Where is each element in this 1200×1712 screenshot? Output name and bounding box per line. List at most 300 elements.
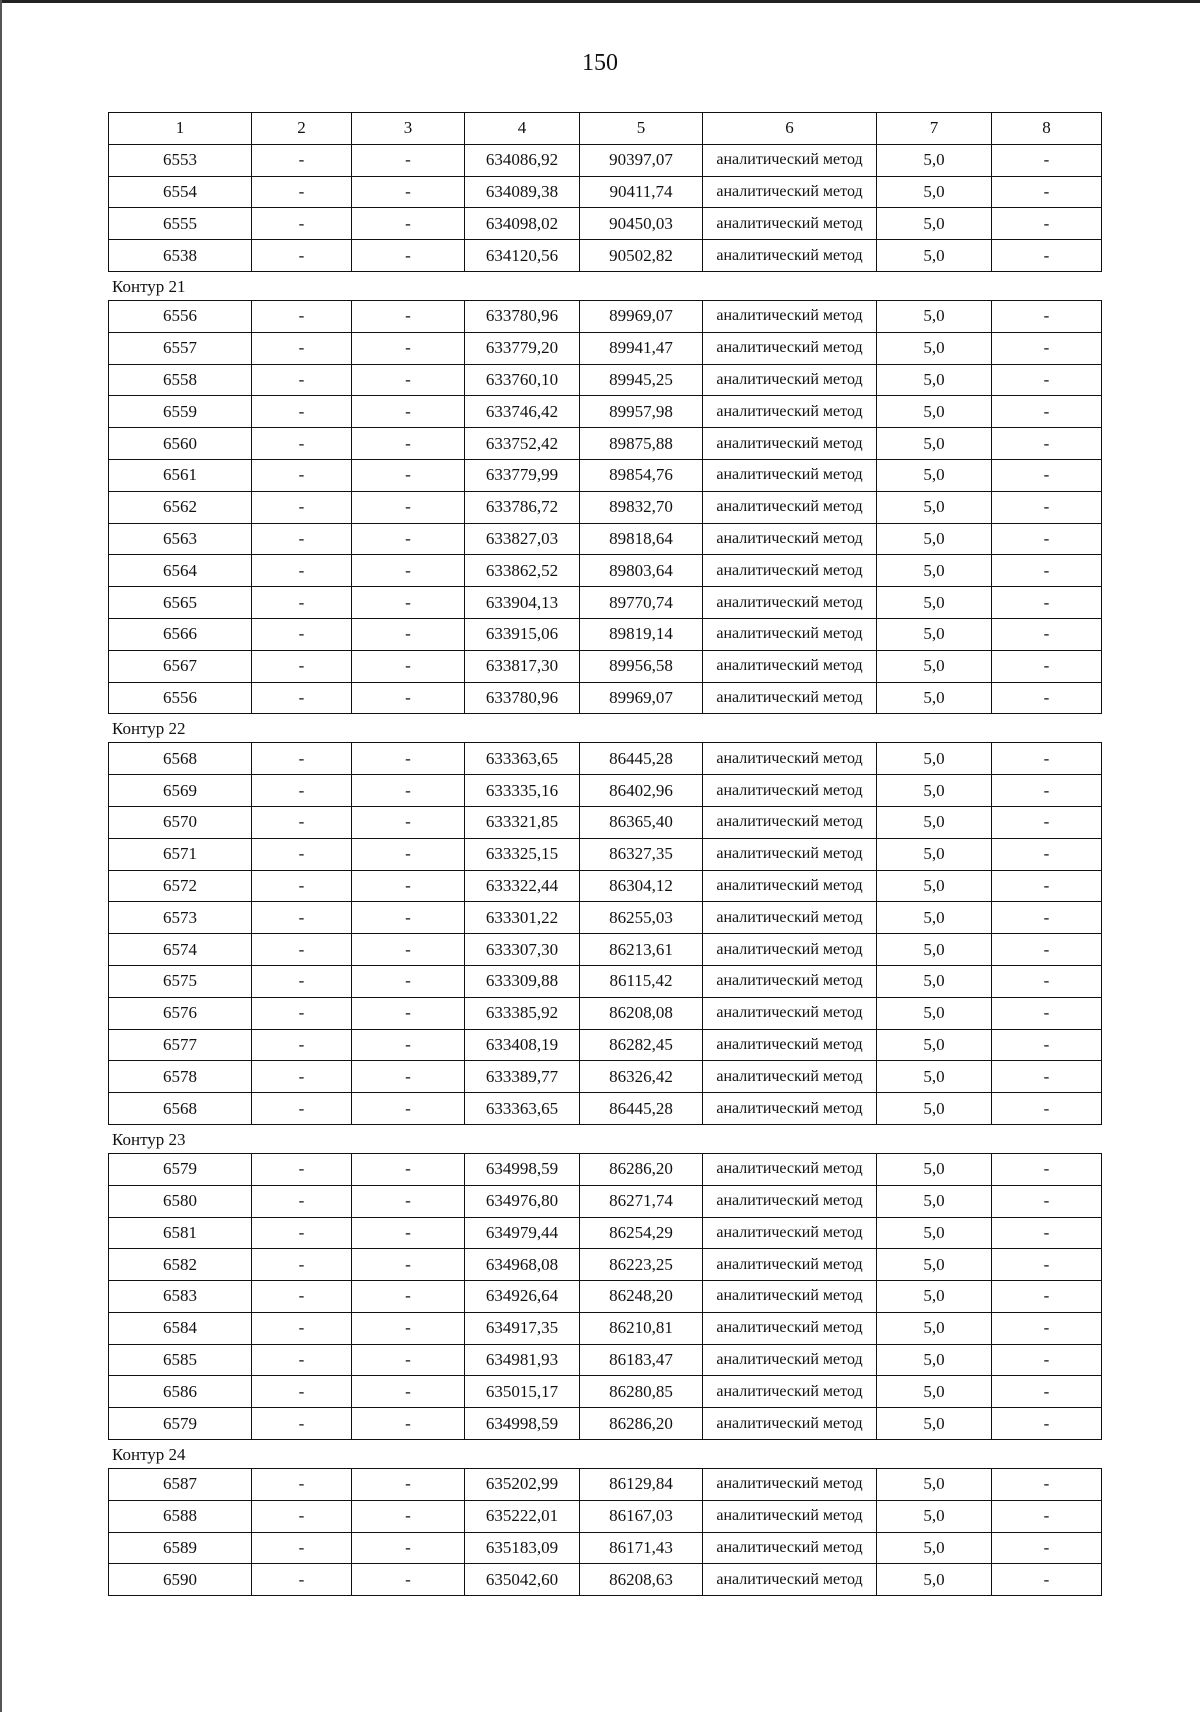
x-coordinate-cell: 633779,20: [465, 332, 580, 364]
accuracy-cell: 5,0: [877, 240, 992, 272]
point-number-cell: 6561: [109, 459, 252, 491]
table-row: [109, 491, 1102, 523]
coordinates-table: [108, 742, 1102, 1125]
col3-cell: -: [352, 459, 465, 491]
x-coordinate-cell: 633363,65: [465, 743, 580, 775]
col2-cell: -: [252, 364, 352, 396]
x-coordinate-cell: 634976,80: [465, 1185, 580, 1217]
method-cell: аналитический метод: [703, 965, 877, 997]
col8-cell: -: [992, 997, 1102, 1029]
point-number-cell: 6573: [109, 902, 252, 934]
accuracy-cell: 5,0: [877, 682, 992, 714]
col8-cell: -: [992, 555, 1102, 587]
table-row: [109, 364, 1102, 396]
col8-cell: -: [992, 1408, 1102, 1440]
table-row: [109, 144, 1102, 176]
col8-cell: -: [992, 1532, 1102, 1564]
col8-cell: -: [992, 300, 1102, 332]
method-cell: аналитический метод: [703, 682, 877, 714]
x-coordinate-cell: 633322,44: [465, 870, 580, 902]
point-number-cell: 6556: [109, 682, 252, 714]
y-coordinate-cell: 90502,82: [580, 240, 703, 272]
accuracy-cell: 5,0: [877, 1564, 992, 1596]
col2-cell: -: [252, 523, 352, 555]
col2-cell: -: [252, 1344, 352, 1376]
point-number-cell: 6584: [109, 1312, 252, 1344]
col2-cell: -: [252, 428, 352, 460]
col8-cell: -: [992, 523, 1102, 555]
coordinates-table: [108, 300, 1102, 714]
col8-cell: -: [992, 902, 1102, 934]
accuracy-cell: 5,0: [877, 743, 992, 775]
method-cell: аналитический метод: [703, 523, 877, 555]
table-row: [109, 1408, 1102, 1440]
table-row: [109, 1469, 1102, 1501]
col3-cell: -: [352, 1029, 465, 1061]
col3-cell: -: [352, 1564, 465, 1596]
table-row: [109, 838, 1102, 870]
y-coordinate-cell: 89770,74: [580, 587, 703, 619]
col3-cell: -: [352, 997, 465, 1029]
col2-cell: -: [252, 806, 352, 838]
accuracy-cell: 5,0: [877, 1469, 992, 1501]
col3-cell: -: [352, 618, 465, 650]
point-number-cell: 6568: [109, 743, 252, 775]
point-number-cell: 6556: [109, 300, 252, 332]
col2-cell: -: [252, 902, 352, 934]
table-row: [109, 934, 1102, 966]
point-number-cell: 6569: [109, 775, 252, 807]
col2-cell: -: [252, 1249, 352, 1281]
point-number-cell: 6579: [109, 1408, 252, 1440]
table-row: [109, 1344, 1102, 1376]
method-cell: аналитический метод: [703, 743, 877, 775]
method-cell: аналитический метод: [703, 1469, 877, 1501]
accuracy-cell: 5,0: [877, 650, 992, 682]
method-cell: аналитический метод: [703, 459, 877, 491]
col3-cell: -: [352, 523, 465, 555]
table-row: [109, 1217, 1102, 1249]
method-cell: аналитический метод: [703, 300, 877, 332]
accuracy-cell: 5,0: [877, 1153, 992, 1185]
y-coordinate-cell: 86286,20: [580, 1153, 703, 1185]
page-number: 150: [582, 50, 618, 76]
col2-cell: -: [252, 1408, 352, 1440]
contour-label: Контур 23: [112, 1129, 186, 1149]
accuracy-cell: 5,0: [877, 1249, 992, 1281]
point-number-cell: 6555: [109, 208, 252, 240]
point-number-cell: 6574: [109, 934, 252, 966]
y-coordinate-cell: 86402,96: [580, 775, 703, 807]
method-cell: аналитический метод: [703, 1061, 877, 1093]
accuracy-cell: 5,0: [877, 332, 992, 364]
method-cell: аналитический метод: [703, 1344, 877, 1376]
col3-cell: -: [352, 650, 465, 682]
accuracy-cell: 5,0: [877, 1281, 992, 1313]
col3-cell: -: [352, 965, 465, 997]
x-coordinate-cell: 633746,42: [465, 396, 580, 428]
col3-cell: -: [352, 1469, 465, 1501]
col8-cell: -: [992, 1185, 1102, 1217]
accuracy-cell: 5,0: [877, 144, 992, 176]
col3-cell: -: [352, 240, 465, 272]
col3-cell: -: [352, 1249, 465, 1281]
accuracy-cell: 5,0: [877, 775, 992, 807]
col8-cell: -: [992, 618, 1102, 650]
table-row: [109, 902, 1102, 934]
point-number-cell: 6580: [109, 1185, 252, 1217]
col2-cell: -: [252, 1469, 352, 1501]
table-row: [109, 618, 1102, 650]
col8-cell: -: [992, 1500, 1102, 1532]
col8-cell: -: [992, 838, 1102, 870]
y-coordinate-cell: 86304,12: [580, 870, 703, 902]
point-number-cell: 6577: [109, 1029, 252, 1061]
point-number-cell: 6586: [109, 1376, 252, 1408]
x-coordinate-cell: 635222,01: [465, 1500, 580, 1532]
point-number-cell: 6588: [109, 1500, 252, 1532]
table-row: [109, 176, 1102, 208]
col8-cell: -: [992, 459, 1102, 491]
col2-cell: -: [252, 176, 352, 208]
x-coordinate-cell: 633780,96: [465, 682, 580, 714]
col3-cell: -: [352, 332, 465, 364]
y-coordinate-cell: 90411,74: [580, 176, 703, 208]
col8-cell: -: [992, 491, 1102, 523]
col3-cell: -: [352, 1217, 465, 1249]
y-coordinate-cell: 86171,43: [580, 1532, 703, 1564]
col2-cell: -: [252, 1217, 352, 1249]
table-row: [109, 1312, 1102, 1344]
table-row: [109, 300, 1102, 332]
col8-cell: -: [992, 1093, 1102, 1125]
y-coordinate-cell: 86282,45: [580, 1029, 703, 1061]
coordinates-table: [108, 1153, 1102, 1440]
accuracy-cell: 5,0: [877, 870, 992, 902]
col8-cell: -: [992, 650, 1102, 682]
point-number-cell: 6566: [109, 618, 252, 650]
method-cell: аналитический метод: [703, 144, 877, 176]
col8-cell: -: [992, 428, 1102, 460]
table-row: [109, 743, 1102, 775]
col3-cell: -: [352, 555, 465, 587]
y-coordinate-cell: 86365,40: [580, 806, 703, 838]
method-cell: аналитический метод: [703, 1312, 877, 1344]
method-cell: аналитический метод: [703, 1217, 877, 1249]
col8-cell: -: [992, 396, 1102, 428]
y-coordinate-cell: 86213,61: [580, 934, 703, 966]
method-cell: аналитический метод: [703, 1029, 877, 1061]
col8-cell: -: [992, 1029, 1102, 1061]
col2-cell: -: [252, 240, 352, 272]
table-row: [109, 1500, 1102, 1532]
col2-cell: -: [252, 1312, 352, 1344]
point-number-cell: 6568: [109, 1093, 252, 1125]
y-coordinate-cell: 90397,07: [580, 144, 703, 176]
x-coordinate-cell: 634968,08: [465, 1249, 580, 1281]
table-row: [109, 1564, 1102, 1596]
method-cell: аналитический метод: [703, 1093, 877, 1125]
method-cell: аналитический метод: [703, 364, 877, 396]
table-row: [109, 870, 1102, 902]
col2-cell: -: [252, 491, 352, 523]
point-number-cell: 6553: [109, 144, 252, 176]
table-row: [109, 806, 1102, 838]
y-coordinate-cell: 86248,20: [580, 1281, 703, 1313]
accuracy-cell: 5,0: [877, 176, 992, 208]
col8-cell: -: [992, 208, 1102, 240]
method-cell: аналитический метод: [703, 934, 877, 966]
col8-cell: -: [992, 1564, 1102, 1596]
header-cell: 7: [877, 113, 992, 145]
col8-cell: -: [992, 1249, 1102, 1281]
y-coordinate-cell: 86327,35: [580, 838, 703, 870]
col2-cell: -: [252, 838, 352, 870]
x-coordinate-cell: 633780,96: [465, 300, 580, 332]
x-coordinate-cell: 635183,09: [465, 1532, 580, 1564]
x-coordinate-cell: 634120,56: [465, 240, 580, 272]
x-coordinate-cell: 634926,64: [465, 1281, 580, 1313]
x-coordinate-cell: 633363,65: [465, 1093, 580, 1125]
method-cell: аналитический метод: [703, 1153, 877, 1185]
col3-cell: -: [352, 682, 465, 714]
col2-cell: -: [252, 682, 352, 714]
col3-cell: -: [352, 1500, 465, 1532]
x-coordinate-cell: 634086,92: [465, 144, 580, 176]
col8-cell: -: [992, 934, 1102, 966]
table-row: [109, 1376, 1102, 1408]
table-row: [109, 1185, 1102, 1217]
col3-cell: -: [352, 775, 465, 807]
x-coordinate-cell: 633309,88: [465, 965, 580, 997]
y-coordinate-cell: 86115,42: [580, 965, 703, 997]
accuracy-cell: 5,0: [877, 428, 992, 460]
x-coordinate-cell: 634098,02: [465, 208, 580, 240]
col8-cell: -: [992, 176, 1102, 208]
y-coordinate-cell: 86210,81: [580, 1312, 703, 1344]
point-number-cell: 6570: [109, 806, 252, 838]
x-coordinate-cell: 634979,44: [465, 1217, 580, 1249]
table-row: [109, 997, 1102, 1029]
col3-cell: -: [352, 1093, 465, 1125]
col3-cell: -: [352, 1185, 465, 1217]
point-number-cell: 6565: [109, 587, 252, 619]
table-header-row: [109, 113, 1102, 145]
accuracy-cell: 5,0: [877, 965, 992, 997]
col8-cell: -: [992, 1344, 1102, 1376]
accuracy-cell: 5,0: [877, 902, 992, 934]
table-row: [109, 1029, 1102, 1061]
point-number-cell: 6585: [109, 1344, 252, 1376]
method-cell: аналитический метод: [703, 870, 877, 902]
y-coordinate-cell: 89854,76: [580, 459, 703, 491]
y-coordinate-cell: 89803,64: [580, 555, 703, 587]
col3-cell: -: [352, 1281, 465, 1313]
point-number-cell: 6559: [109, 396, 252, 428]
col3-cell: -: [352, 1408, 465, 1440]
y-coordinate-cell: 90450,03: [580, 208, 703, 240]
col2-cell: -: [252, 1185, 352, 1217]
col8-cell: -: [992, 364, 1102, 396]
y-coordinate-cell: 86129,84: [580, 1469, 703, 1501]
accuracy-cell: 5,0: [877, 1408, 992, 1440]
point-number-cell: 6587: [109, 1469, 252, 1501]
col3-cell: -: [352, 176, 465, 208]
col2-cell: -: [252, 997, 352, 1029]
accuracy-cell: 5,0: [877, 523, 992, 555]
y-coordinate-cell: 86167,03: [580, 1500, 703, 1532]
col2-cell: -: [252, 332, 352, 364]
col8-cell: -: [992, 775, 1102, 807]
y-coordinate-cell: 86271,74: [580, 1185, 703, 1217]
col2-cell: -: [252, 1281, 352, 1313]
col3-cell: -: [352, 806, 465, 838]
x-coordinate-cell: 633301,22: [465, 902, 580, 934]
col3-cell: -: [352, 587, 465, 619]
method-cell: аналитический метод: [703, 176, 877, 208]
point-number-cell: 6583: [109, 1281, 252, 1313]
col3-cell: -: [352, 838, 465, 870]
accuracy-cell: 5,0: [877, 1344, 992, 1376]
y-coordinate-cell: 86254,29: [580, 1217, 703, 1249]
method-cell: аналитический метод: [703, 332, 877, 364]
col8-cell: -: [992, 1376, 1102, 1408]
y-coordinate-cell: 89832,70: [580, 491, 703, 523]
accuracy-cell: 5,0: [877, 1532, 992, 1564]
x-coordinate-cell: 633862,52: [465, 555, 580, 587]
point-number-cell: 6558: [109, 364, 252, 396]
method-cell: аналитический метод: [703, 1281, 877, 1313]
col2-cell: -: [252, 743, 352, 775]
table-row: [109, 428, 1102, 460]
method-cell: аналитический метод: [703, 1500, 877, 1532]
col8-cell: -: [992, 1217, 1102, 1249]
col8-cell: -: [992, 1153, 1102, 1185]
y-coordinate-cell: 89957,98: [580, 396, 703, 428]
accuracy-cell: 5,0: [877, 806, 992, 838]
y-coordinate-cell: 86183,47: [580, 1344, 703, 1376]
point-number-cell: 6590: [109, 1564, 252, 1596]
header-cell: 4: [465, 113, 580, 145]
accuracy-cell: 5,0: [877, 396, 992, 428]
col8-cell: -: [992, 1469, 1102, 1501]
col3-cell: -: [352, 1312, 465, 1344]
col8-cell: -: [992, 870, 1102, 902]
accuracy-cell: 5,0: [877, 459, 992, 491]
col8-cell: -: [992, 1061, 1102, 1093]
col2-cell: -: [252, 650, 352, 682]
col2-cell: -: [252, 208, 352, 240]
y-coordinate-cell: 89969,07: [580, 682, 703, 714]
accuracy-cell: 5,0: [877, 587, 992, 619]
col8-cell: -: [992, 806, 1102, 838]
y-coordinate-cell: 86445,28: [580, 1093, 703, 1125]
method-cell: аналитический метод: [703, 491, 877, 523]
method-cell: аналитический метод: [703, 838, 877, 870]
accuracy-cell: 5,0: [877, 1500, 992, 1532]
header-cell: 8: [992, 113, 1102, 145]
table-row: [109, 1249, 1102, 1281]
method-cell: аналитический метод: [703, 1249, 877, 1281]
method-cell: аналитический метод: [703, 1532, 877, 1564]
method-cell: аналитический метод: [703, 902, 877, 934]
y-coordinate-cell: 86280,85: [580, 1376, 703, 1408]
y-coordinate-cell: 86445,28: [580, 743, 703, 775]
col3-cell: -: [352, 396, 465, 428]
accuracy-cell: 5,0: [877, 838, 992, 870]
col3-cell: -: [352, 870, 465, 902]
point-number-cell: 6589: [109, 1532, 252, 1564]
x-coordinate-cell: 635015,17: [465, 1376, 580, 1408]
col2-cell: -: [252, 1093, 352, 1125]
table-row: [109, 396, 1102, 428]
col3-cell: -: [352, 1344, 465, 1376]
col8-cell: -: [992, 332, 1102, 364]
accuracy-cell: 5,0: [877, 300, 992, 332]
method-cell: аналитический метод: [703, 587, 877, 619]
col2-cell: -: [252, 1500, 352, 1532]
x-coordinate-cell: 633408,19: [465, 1029, 580, 1061]
col2-cell: -: [252, 1029, 352, 1061]
col3-cell: -: [352, 1153, 465, 1185]
col2-cell: -: [252, 555, 352, 587]
header-cell: 2: [252, 113, 352, 145]
point-number-cell: 6579: [109, 1153, 252, 1185]
col2-cell: -: [252, 587, 352, 619]
accuracy-cell: 5,0: [877, 208, 992, 240]
table-row: [109, 1093, 1102, 1125]
col2-cell: -: [252, 300, 352, 332]
y-coordinate-cell: 89819,14: [580, 618, 703, 650]
coordinates-table-container: [108, 112, 1101, 1596]
accuracy-cell: 5,0: [877, 934, 992, 966]
header-cell: 6: [703, 113, 877, 145]
scan-left-edge: [0, 0, 2, 1712]
method-cell: аналитический метод: [703, 997, 877, 1029]
x-coordinate-cell: 633827,03: [465, 523, 580, 555]
method-cell: аналитический метод: [703, 208, 877, 240]
x-coordinate-cell: 633325,15: [465, 838, 580, 870]
x-coordinate-cell: 635202,99: [465, 1469, 580, 1501]
contour-label: Контур 24: [112, 1445, 186, 1465]
col8-cell: -: [992, 1312, 1102, 1344]
accuracy-cell: 5,0: [877, 555, 992, 587]
table-row: [109, 459, 1102, 491]
y-coordinate-cell: 89969,07: [580, 300, 703, 332]
col2-cell: -: [252, 1532, 352, 1564]
table-row: [109, 682, 1102, 714]
accuracy-cell: 5,0: [877, 618, 992, 650]
col3-cell: -: [352, 364, 465, 396]
y-coordinate-cell: 86255,03: [580, 902, 703, 934]
point-number-cell: 6581: [109, 1217, 252, 1249]
method-cell: аналитический метод: [703, 1564, 877, 1596]
table-row: [109, 1153, 1102, 1185]
method-cell: аналитический метод: [703, 618, 877, 650]
col2-cell: -: [252, 1376, 352, 1408]
y-coordinate-cell: 89818,64: [580, 523, 703, 555]
coordinates-table: [108, 1468, 1102, 1596]
method-cell: аналитический метод: [703, 240, 877, 272]
accuracy-cell: 5,0: [877, 1185, 992, 1217]
col8-cell: -: [992, 587, 1102, 619]
x-coordinate-cell: 633904,13: [465, 587, 580, 619]
col3-cell: -: [352, 428, 465, 460]
x-coordinate-cell: 633389,77: [465, 1061, 580, 1093]
col8-cell: -: [992, 1281, 1102, 1313]
point-number-cell: 6576: [109, 997, 252, 1029]
x-coordinate-cell: 634981,93: [465, 1344, 580, 1376]
